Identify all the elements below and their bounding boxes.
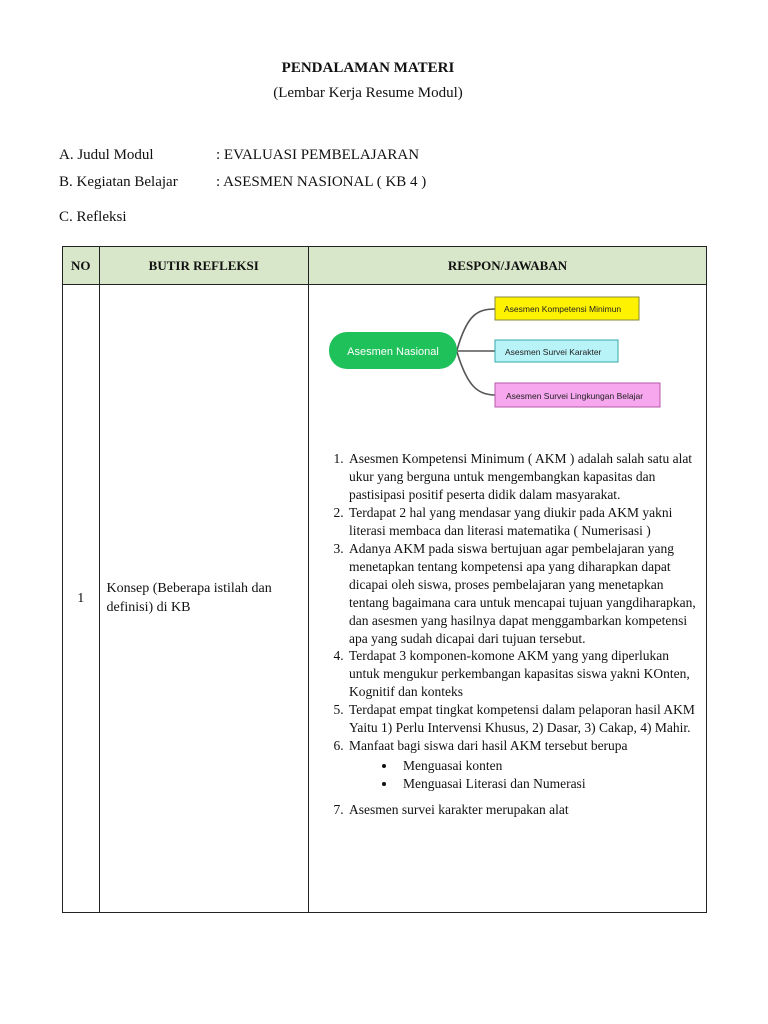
- header-no: NO: [63, 247, 100, 285]
- mindmap-diagram: [309, 285, 706, 450]
- benefit-sublist: [349, 757, 696, 793]
- table-header-row: [63, 247, 707, 285]
- judul-value: : EVALUASI PEMBELAJARAN: [216, 147, 420, 163]
- judul-label: A. Judul Modul: [59, 147, 154, 163]
- refleksi-table: [62, 246, 707, 913]
- answer-item: 7. Asesmen survei karakter merupakan alat: [347, 801, 696, 819]
- answer-list: [309, 450, 706, 819]
- answer-item: 1. Asesmen Kompetensi Minimum ( AKM ) adalah salah satu alat ukur yang berguna untuk mengembangkan kapasitas dan pastisipasi positif peserta didik dalam masyarakat.: [347, 450, 696, 504]
- header-butir: BUTIR REFLEKSI: [99, 247, 309, 285]
- answer-item-text: Manfaat bagi siswa dari hasil AKM tersebut berupa: [349, 738, 628, 754]
- header-respon: RESPON/JAWABAN: [309, 247, 707, 285]
- mindmap-branch-lingkungan-label: Asesmen Survei Lingkungan Belajar: [506, 391, 644, 401]
- answer-item: 4. Terdapat 3 komponen-komone AKM yang yang diperlukan untuk mengukur perkembangan kapasitas siswa yakni KOnten, Kognitif dan konteks: [347, 647, 696, 701]
- kegiatan-value: : ASESMEN NASIONAL ( KB 4 ): [216, 174, 427, 190]
- mindmap-branch-karakter-label: Asesmen Survei Karakter: [505, 347, 602, 357]
- benefit-item: • Menguasai konten: [397, 757, 696, 775]
- kegiatan-label: B. Kegiatan Belajar: [59, 174, 178, 190]
- table-row: [63, 285, 707, 913]
- answer-item: 3. Adanya AKM pada siswa bertujuan agar pembelajaran yang menetapkan tentang kompetensi apa yang diharapkan dapat dicapai oleh siswa, proses pembelajaran yang menetapkan tentang bagaimana cara untuk mencapai tujuan yangdiharapkan, dan asesmen yang hasilnya dapat menggambarkan kompetensi apa yang sudah dicapai dari tujuan tersebut.: [347, 540, 696, 648]
- row-respon: [309, 285, 707, 913]
- row-butir: Konsep (Beberapa istilah dan definisi) di KB: [99, 285, 309, 913]
- row-no: 1: [63, 285, 100, 913]
- answer-item: 2. Terdapat 2 hal yang mendasar yang diukir pada AKM yakni literasi membaca dan literasi matematika ( Numerisasi ): [347, 504, 696, 540]
- info-judul-modul: [59, 147, 419, 164]
- document-title: PENDALAMAN MATERI: [281, 60, 455, 76]
- mindmap-root-label: Asesmen Nasional: [347, 346, 439, 358]
- mindmap-branch-akm-label: Asesmen Kompetensi Minimun: [504, 304, 622, 314]
- benefit-item: • Menguasai Literasi dan Numerasi: [397, 775, 696, 793]
- refleksi-heading: C. Refleksi: [59, 209, 127, 225]
- answer-item: [347, 737, 696, 793]
- document-subtitle: (Lembar Kerja Resume Modul): [273, 85, 463, 101]
- answer-item: 5. Terdapat empat tingkat kompetensi dalam pelaporan hasil AKM Yaitu 1) Perlu Intervensi Khusus, 2) Dasar, 3) Cakap, 4) Mahir.: [347, 701, 696, 737]
- info-kegiatan-belajar: [59, 174, 426, 191]
